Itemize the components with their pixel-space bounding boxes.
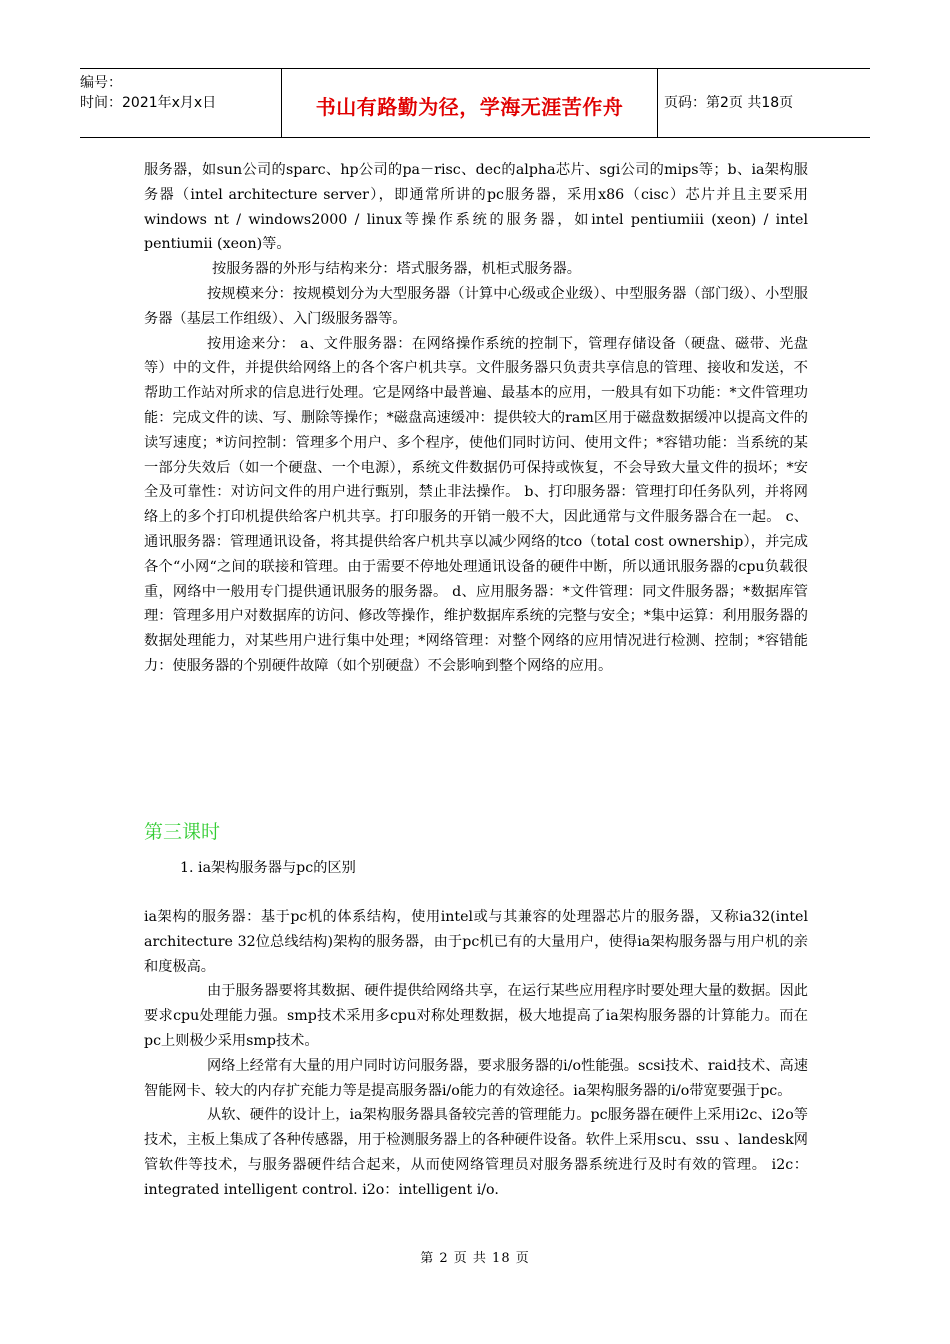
paragraph: 按规模来分：按规模划分为大型服务器（计算中心级或企业级）、中型服务器（部门级）、小型服务器（基层工作组级）、入门级服务器等。: [144, 285, 808, 327]
section-heading: 第三课时: [144, 821, 221, 843]
paragraph: 从软、硬件的设计上，ia架构服务器具备较完善的管理能力。pc服务器在硬件上采用i2c、i2o等技术，主板上集成了各种传感器，用于检测服务器上的各种硬件设备。软件上采用scu、ssu 、landesk网管软件等技术，与服务器硬件结合起来，从而使网络管理员对服务器系统进行及时有效的管理。 i2c：integrated intelligent control. i2o：intelligent i/o.: [144, 1107, 808, 1198]
header-left-cell: [80, 69, 280, 137]
header-page-code: 页码：第2页 共18页: [664, 95, 794, 111]
page-footer: 第 2 页 共 18 页: [420, 1251, 530, 1266]
paragraph: 按服务器的外形与结构来分：塔式服务器，机柜式服务器。: [212, 261, 581, 278]
numbered-list-item: 1. ia架构服务器与pc的区别: [180, 860, 356, 876]
page-header: [80, 68, 870, 138]
paragraph: 服务器，如sun公司的sparc、hp公司的pa－risc、dec的alpha芯片、sgi公司的mips等；b、ia架构服务器（intel architecture server），即通常所讲的pc服务器，采用x86（cisc）芯片并且主要采用windows nt / windows2000 / linux等操作系统的服务器，如intel pentiumiii (xeon) / intel pentiumii (xeon)等。: [144, 162, 808, 253]
header-motto: 书山有路勤为径，学海无涯苦作舟: [315, 95, 624, 119]
paragraph: 由于服务器要将其数据、硬件提供给网络共享，在运行某些应用程序时要处理大量的数据。因此要求cpu处理能力强。smp技术采用多cpu对称处理数据，极大地提高了ia架构服务器的计算能力。而在pc上则极少采用smp技术。: [144, 983, 808, 1049]
document-date: 时间：2021年x月x日: [80, 95, 217, 111]
document-number-label: 编号：: [80, 75, 122, 91]
header-middle-cell: [281, 69, 658, 137]
body-text-section-1: [144, 158, 808, 679]
paragraph: ia架构的服务器：基于pc机的体系结构，使用intel或与其兼容的处理器芯片的服务器，又称ia32(intel architecture 32位总线结构)架构的服务器，由于pc机已有的大量用户，使得ia架构服务器与用户机的亲和度极高。: [144, 909, 808, 975]
body-text-section-2: [144, 905, 808, 1203]
paragraph: 按用途来分： a、文件服务器：在网络操作系统的控制下，管理存储设备（硬盘、磁带、光盘等）中的文件，并提供给网络上的各个客户机共享。文件服务器只负责共享信息的管理、接收和发送，不帮助工作站对所求的信息进行处理。它是网络中最普遍、最基本的应用，一般具有如下功能：*文件管理功能：完成文件的读、写、删除等操作；*磁盘高速缓冲：提供较大的ram区用于磁盘数据缓冲以提高文件的读写速度；*访问控制：管理多个用户、多个程序，使他们同时访问、使用文件；*容错功能：当系统的某一部分失效后（如一个硬盘、一个电源），系统文件数据仍可保持或恢复，不会导致大量文件的损坏；*安全及可靠性：对访问文件的用户进行甄别，禁止非法操作。 b、打印服务器：管理打印任务队列，并将网络上的多个打印机提供给客户机共享。打印服务的开销一般不大，因此通常与文件服务器合在一起。 c、通讯服务器：管理通讯设备，将其提供给客户机共享以减少网络的tco（total cost ownership），并完成各个“小网“之间的联接和管理。由于需要不停地处理通讯设备的硬件中断，所以通讯服务器的cpu负载很重，网络中一般用专门提供通讯服务的服务器。 d、应用服务器：*文件管理：同文件服务器；*数据库管理：管理多用户对数据库的访问、修改等操作，维护数据库系统的完整与安全；*集中运算：利用服务器的数据处理能力，对某些用户进行集中处理；*网络管理：对整个网络的应用情况进行检测、控制；*容错能力：使服务器的个别硬件故障（如个别硬盘）不会影响到整个网络的应用。: [144, 335, 808, 674]
paragraph: 网络上经常有大量的用户同时访问服务器，要求服务器的i/o性能强。scsi技术、raid技术、高速智能网卡、较大的内存扩充能力等是提高服务器i/o能力的有效途径。ia架构服务器的i/o带宽要强于pc。: [144, 1057, 808, 1099]
